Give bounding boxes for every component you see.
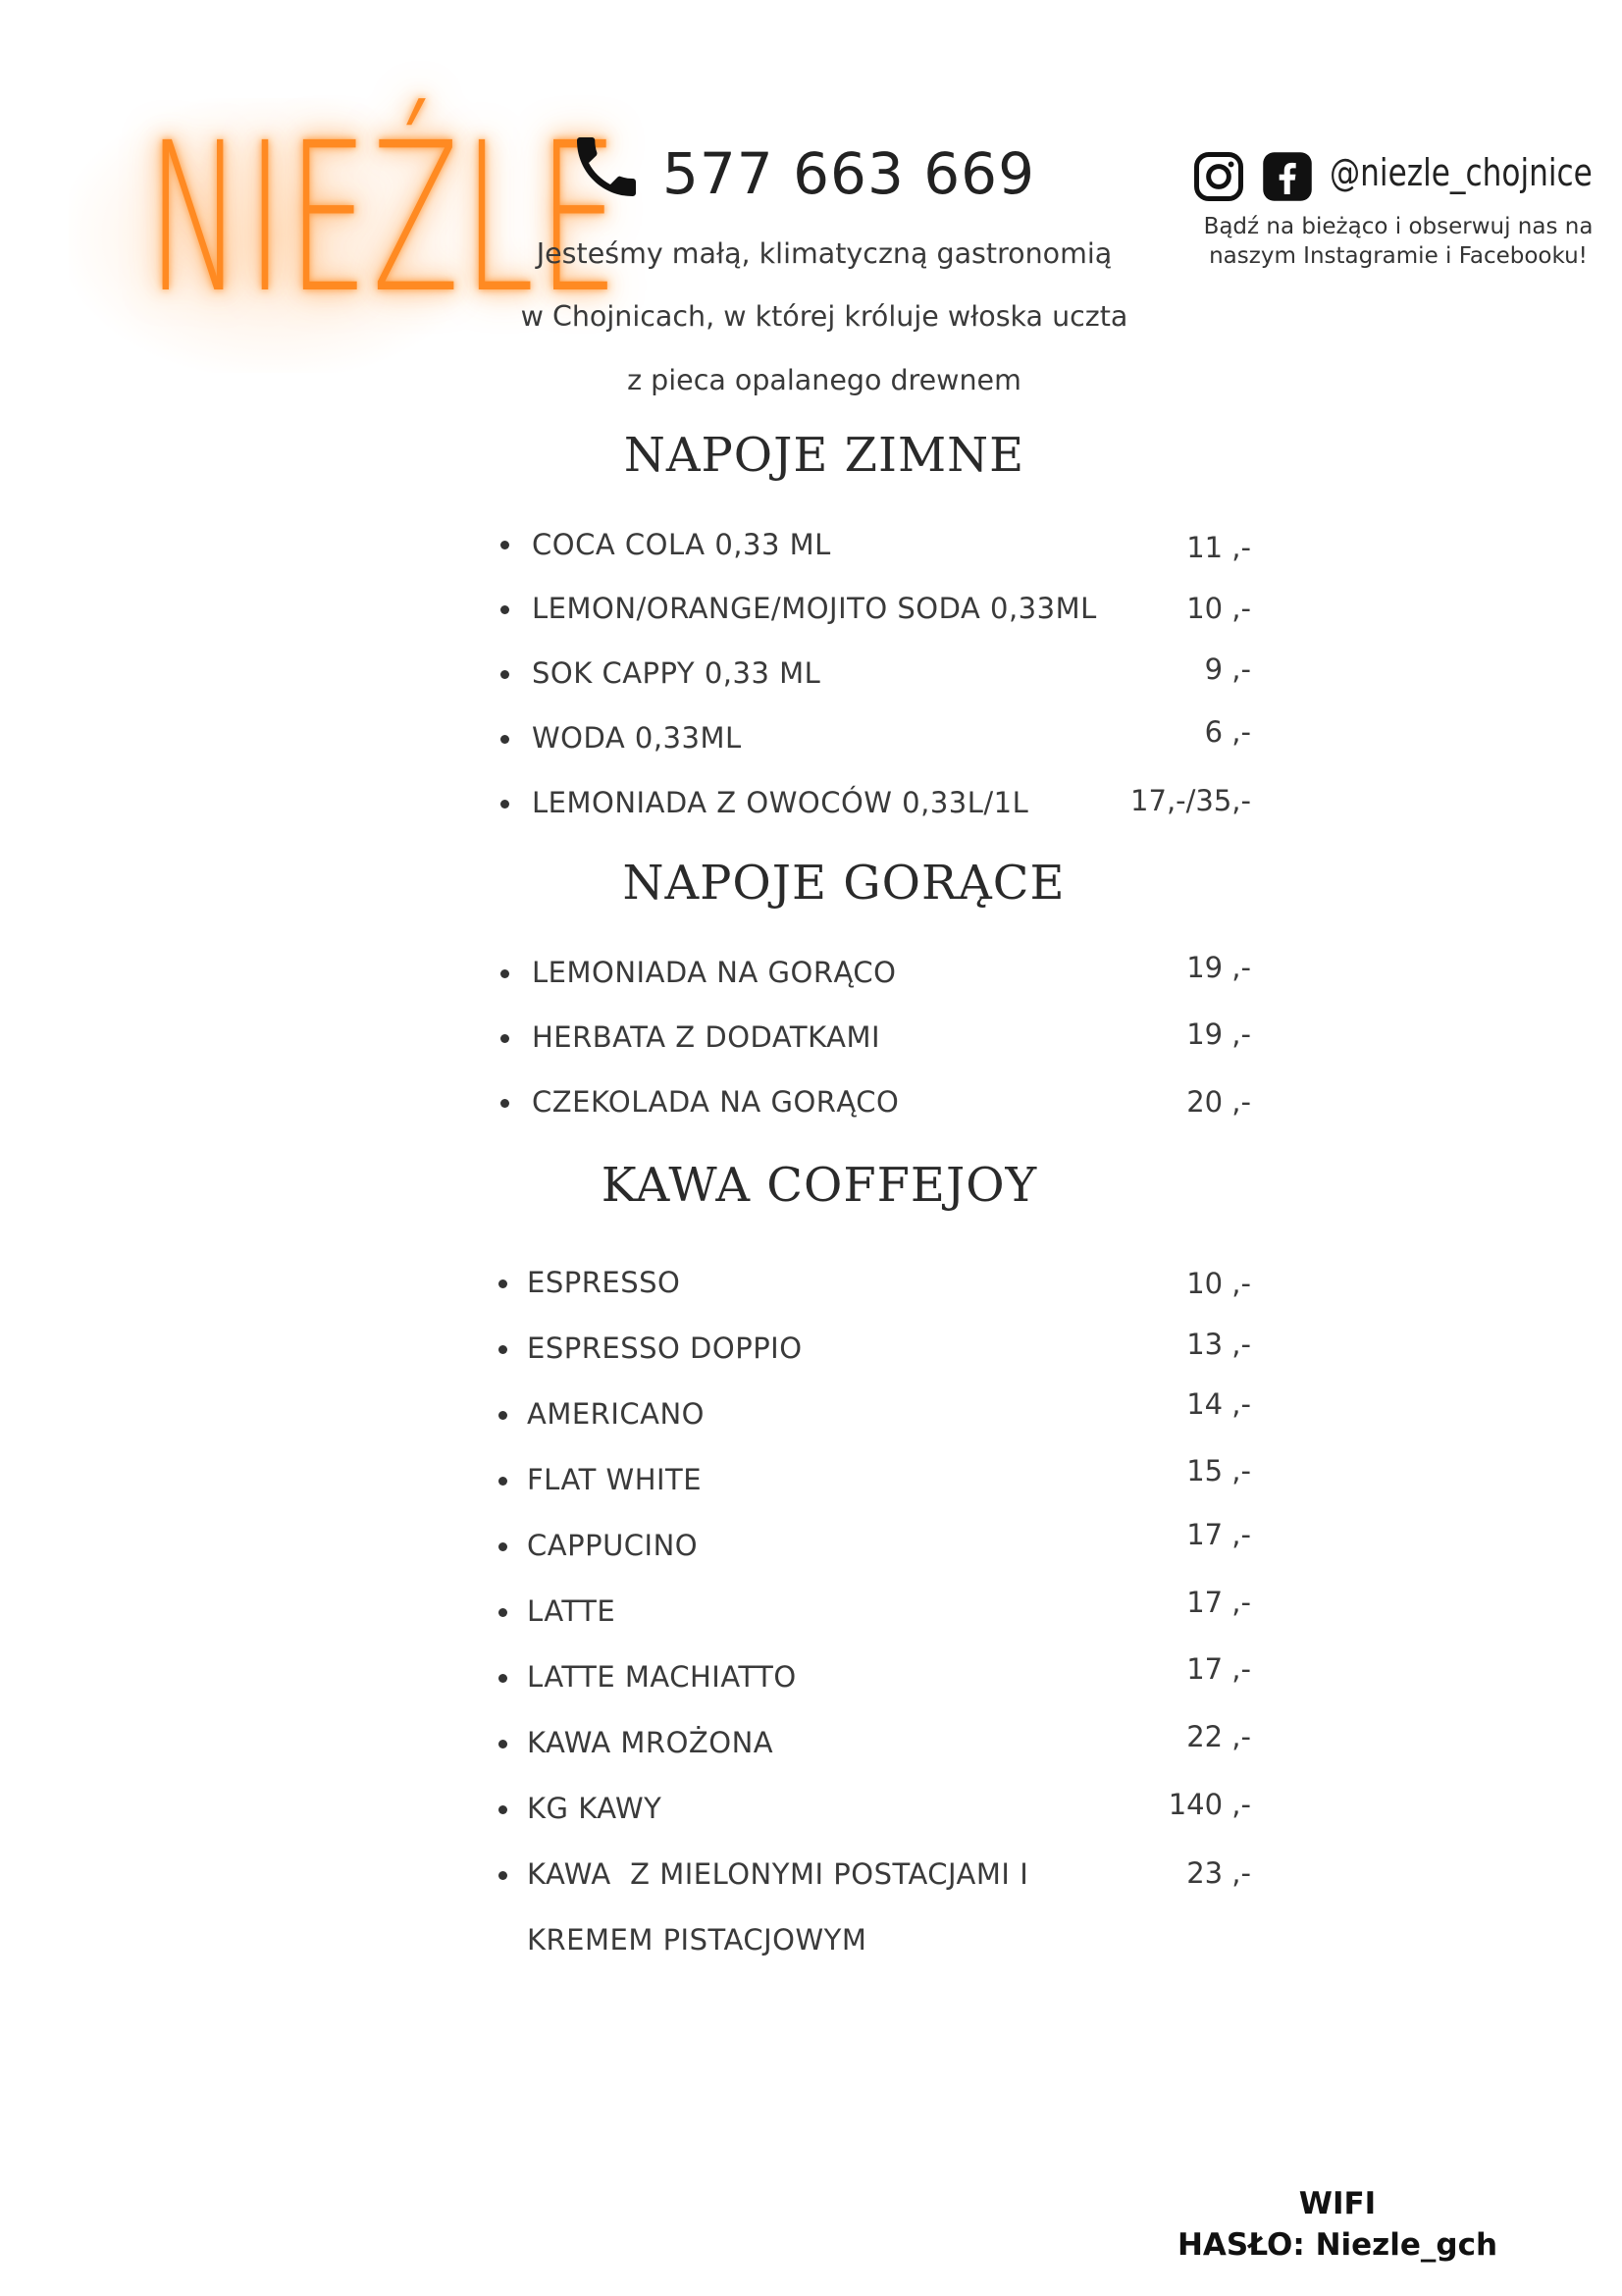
bullet — [500, 735, 509, 744]
menu-item-name: AMERICANO — [527, 1397, 705, 1431]
menu-item-price: 11 ,- — [1186, 531, 1251, 564]
section-title-hot: NAPOJE GORĄCE — [622, 856, 1066, 911]
menu-item-name: COCA COLA 0,33 ML — [532, 528, 831, 561]
menu-item-name-continuation: KREMEM PISTACJOWYM — [527, 1923, 867, 1957]
bullet — [498, 1411, 507, 1420]
menu-item-price: 10 ,- — [1186, 1267, 1251, 1300]
bullet — [498, 1805, 507, 1814]
menu-item-price: 13 ,- — [1186, 1328, 1251, 1361]
phone-icon — [567, 128, 646, 206]
bullet — [498, 1674, 507, 1683]
intro-line-2: w Chojnicach, w której króluje włoska uczta — [520, 300, 1128, 333]
bullet — [500, 800, 509, 809]
follow-text-1: Bądź na bieżąco i obserwuj nas na — [1203, 214, 1594, 239]
menu-item-price: 10 ,- — [1186, 592, 1251, 625]
menu-item-price: 6 ,- — [1204, 715, 1251, 749]
menu-item-name: ESPRESSO — [527, 1266, 681, 1299]
section-title-cold: NAPOJE ZIMNE — [623, 428, 1025, 483]
menu-item-name: SOK CAPPY 0,33 ML — [532, 656, 821, 690]
menu-item-price: 17 ,- — [1186, 1652, 1251, 1686]
instagram-handle[interactable]: @niezle_chojnice — [1330, 151, 1593, 194]
bullet — [500, 541, 509, 549]
menu-item-name: HERBATA Z DODATKAMI — [532, 1020, 881, 1054]
bullet — [498, 1740, 507, 1748]
instagram-icon[interactable] — [1192, 150, 1245, 203]
bullet — [498, 1608, 507, 1617]
menu-item-price: 140 ,- — [1168, 1788, 1251, 1821]
menu-item-price: 17 ,- — [1186, 1586, 1251, 1619]
menu-item-price: 23 ,- — [1186, 1856, 1251, 1890]
menu-item-price: 17,-/35,- — [1130, 784, 1251, 817]
menu-item-price: 19 ,- — [1186, 1018, 1251, 1051]
menu-item-name: LEMONIADA NA GORĄCO — [532, 956, 897, 989]
bullet — [500, 969, 509, 978]
bullet — [500, 1099, 509, 1108]
menu-item-name: LEMON/ORANGE/MOJITO SODA 0,33ML — [532, 592, 1097, 625]
menu-item-name: CZEKOLADA NA GORĄCO — [532, 1085, 900, 1119]
menu-item-price: 15 ,- — [1186, 1454, 1251, 1487]
menu-item-name: FLAT WHITE — [527, 1463, 703, 1496]
menu-item-price: 22 ,- — [1186, 1720, 1251, 1753]
facebook-icon[interactable] — [1261, 150, 1314, 203]
bullet — [498, 1279, 507, 1288]
section-title-coffee: KAWA COFFEJOY — [601, 1158, 1038, 1213]
bullet — [498, 1477, 507, 1486]
bullet — [500, 605, 509, 614]
menu-item-name: WODA 0,33ML — [532, 721, 742, 755]
wifi-label: WIFI — [1298, 2186, 1377, 2221]
bullet — [500, 1034, 509, 1043]
menu-item-price: 19 ,- — [1186, 951, 1251, 984]
intro-line-3: z pieca opalanego drewnem — [627, 364, 1021, 396]
bullet — [498, 1542, 507, 1551]
menu-item-name: KAWA Z MIELONYMI POSTACJAMI I — [527, 1857, 1029, 1891]
menu-item-price: 17 ,- — [1186, 1518, 1251, 1551]
menu-item-name: CAPPUCINO — [527, 1529, 699, 1562]
menu-item-price: 14 ,- — [1186, 1387, 1251, 1421]
bullet — [498, 1345, 507, 1354]
phone-number[interactable]: 577 663 669 — [662, 140, 1035, 207]
menu-item-name: LEMONIADA Z OWOCÓW 0,33L/1L — [532, 786, 1029, 819]
logo — [69, 98, 623, 373]
menu-item-price: 9 ,- — [1204, 652, 1251, 686]
menu-item-price: 20 ,- — [1186, 1085, 1251, 1119]
logo-text: NIEŹLE — [146, 98, 623, 339]
bullet — [500, 670, 509, 679]
menu-item-name: LATTE — [527, 1594, 616, 1628]
follow-text-2: naszym Instagramie i Facebooku! — [1209, 243, 1588, 269]
wifi-password: HASŁO: Niezle_gch — [1177, 2227, 1498, 2263]
bullet — [498, 1871, 507, 1880]
intro-line-1: Jesteśmy małą, klimatyczną gastronomią — [536, 237, 1113, 270]
menu-item-name: ESPRESSO DOPPIO — [527, 1331, 803, 1365]
menu-item-name: KAWA MROŻONA — [527, 1726, 774, 1759]
menu-item-name: LATTE MACHIATTO — [527, 1660, 797, 1694]
menu-item-name: KG KAWY — [527, 1792, 662, 1825]
